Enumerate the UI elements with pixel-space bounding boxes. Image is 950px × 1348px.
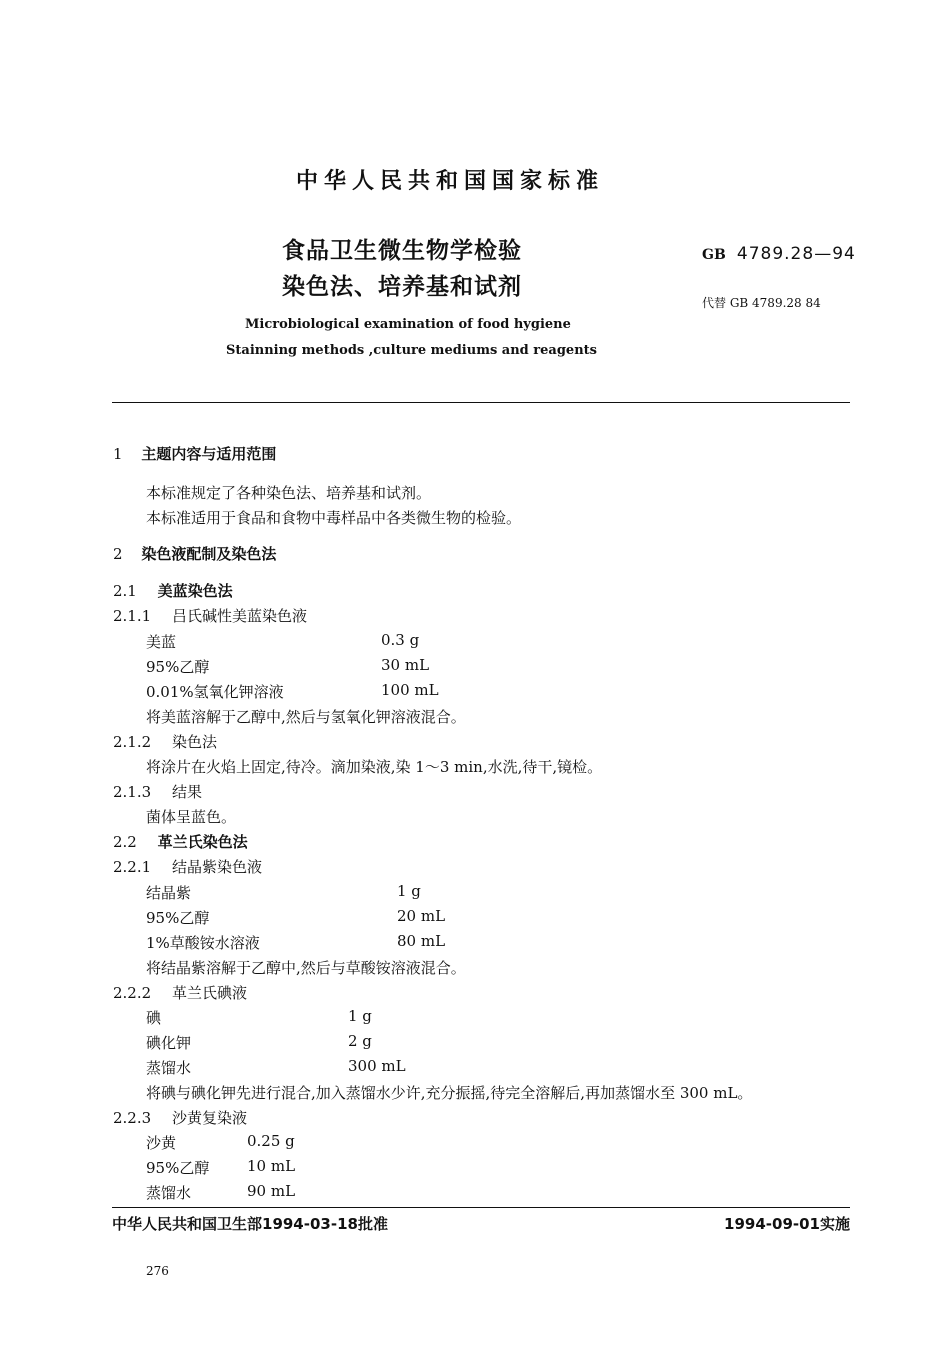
reagent-name: 1%草酸铵水溶液 (146, 934, 260, 952)
section-2-1-3-heading (113, 781, 202, 802)
section-2-2-heading (113, 831, 248, 852)
document-title-line2: 染色法、培养基和试剂 (282, 274, 522, 300)
reagent-name: 蒸馏水 (146, 1059, 192, 1077)
reagent-name: 碘 (146, 1009, 162, 1027)
footer-rule (112, 1207, 850, 1208)
section-number: 2.1 (113, 582, 137, 600)
replaces-note: 代替 GB 4789.28 84 (702, 296, 821, 310)
reagent-name: 95%乙醇 (146, 909, 210, 927)
preparation-note: 将结晶紫溶解于乙醇中,然后与草酸铵溶液混合。 (146, 959, 466, 977)
section-number: 2.2 (113, 833, 137, 851)
reagent-name: 0.01%氢氧化钾溶液 (146, 683, 284, 701)
section-title: 革兰氏碘液 (171, 984, 247, 1002)
section-title: 主题内容与适用范围 (141, 445, 277, 463)
preparation-note: 将美蓝溶解于乙醇中,然后与氢氧化钾溶液混合。 (146, 708, 466, 726)
approval-line: 中华人民共和国卫生部1994-03-18批准 (112, 1215, 388, 1233)
reagent-quantity: 1 g (348, 1007, 372, 1025)
reagent-quantity: 10 mL (247, 1157, 296, 1175)
reagent-name: 碘化钾 (146, 1034, 192, 1052)
reagent-name: 结晶紫 (146, 884, 192, 902)
section-title: 染色液配制及染色法 (141, 545, 277, 563)
section-1-heading (113, 443, 276, 464)
reagent-quantity: 80 mL (397, 932, 446, 950)
reagent-name: 95%乙醇 (146, 1159, 210, 1177)
preparation-note: 将碘与碘化钾先进行混合,加入蒸馏水少许,充分振摇,待完全溶解后,再加蒸馏水至 300 mL。 (146, 1084, 753, 1102)
section-title: 美蓝染色法 (157, 582, 233, 600)
document-title-line1: 食品卫生微生物学检验 (282, 238, 522, 264)
reagent-quantity: 20 mL (397, 907, 446, 925)
reagent-quantity: 100 mL (381, 681, 439, 699)
standard-number: 4789.28—94 (736, 244, 856, 264)
reagent-name: 蒸馏水 (146, 1184, 192, 1202)
section-number: 1 (113, 445, 123, 463)
standard-prefix: GB (702, 247, 726, 263)
reagent-quantity: 1 g (397, 882, 421, 900)
reagent-quantity: 300 mL (348, 1057, 406, 1075)
paragraph: 将涂片在火焰上固定,待冷。滴加染液,染 1～3 min,水洗,待干,镜检。 (146, 758, 603, 776)
english-title-line1: Microbiological examination of food hygiene (245, 317, 571, 332)
reagent-name: 美蓝 (146, 633, 177, 651)
section-title: 革兰氏染色法 (157, 833, 248, 851)
section-2-heading (113, 543, 276, 564)
section-2-1-heading (113, 580, 233, 601)
page-number: 276 (146, 1264, 169, 1278)
national-standard-title: 中华人民共和国国家标准 (295, 169, 604, 194)
standard-code (702, 244, 856, 264)
section-number: 2.1.1 (113, 607, 152, 625)
section-number: 2.1.2 (113, 733, 152, 751)
section-2-2-2-heading (113, 982, 247, 1003)
section-number: 2.1.3 (113, 783, 152, 801)
reagent-quantity: 0.25 g (247, 1132, 295, 1150)
section-title: 吕氏碱性美蓝染色液 (171, 607, 307, 625)
paragraph: 本标准适用于食品和食物中毒样品中各类微生物的检验。 (146, 509, 522, 527)
section-number: 2.2.3 (113, 1109, 152, 1127)
reagent-name: 95%乙醇 (146, 658, 210, 676)
reagent-name: 沙黄 (146, 1134, 177, 1152)
section-2-2-3-heading (113, 1107, 247, 1128)
section-number: 2 (113, 545, 123, 563)
paragraph: 菌体呈蓝色。 (146, 808, 237, 826)
reagent-quantity: 2 g (348, 1032, 372, 1050)
paragraph: 本标准规定了各种染色法、培养基和试剂。 (146, 484, 432, 502)
section-2-1-1-heading (113, 605, 307, 626)
reagent-quantity: 0.3 g (381, 631, 420, 649)
section-number: 2.2.1 (113, 858, 152, 876)
section-2-1-2-heading (113, 731, 217, 752)
section-title: 染色法 (171, 733, 217, 751)
reagent-quantity: 30 mL (381, 656, 430, 674)
english-title-line2: Stainning methods ,culture mediums and reagents (226, 343, 597, 358)
section-title: 结晶紫染色液 (171, 858, 262, 876)
reagent-quantity: 90 mL (247, 1182, 296, 1200)
section-title: 沙黄复染液 (171, 1109, 247, 1127)
section-title: 结果 (171, 783, 202, 801)
section-2-2-1-heading (113, 856, 262, 877)
effective-date-line: 1994-09-01实施 (724, 1215, 850, 1233)
section-number: 2.2.2 (113, 984, 152, 1002)
header-rule (112, 402, 850, 403)
